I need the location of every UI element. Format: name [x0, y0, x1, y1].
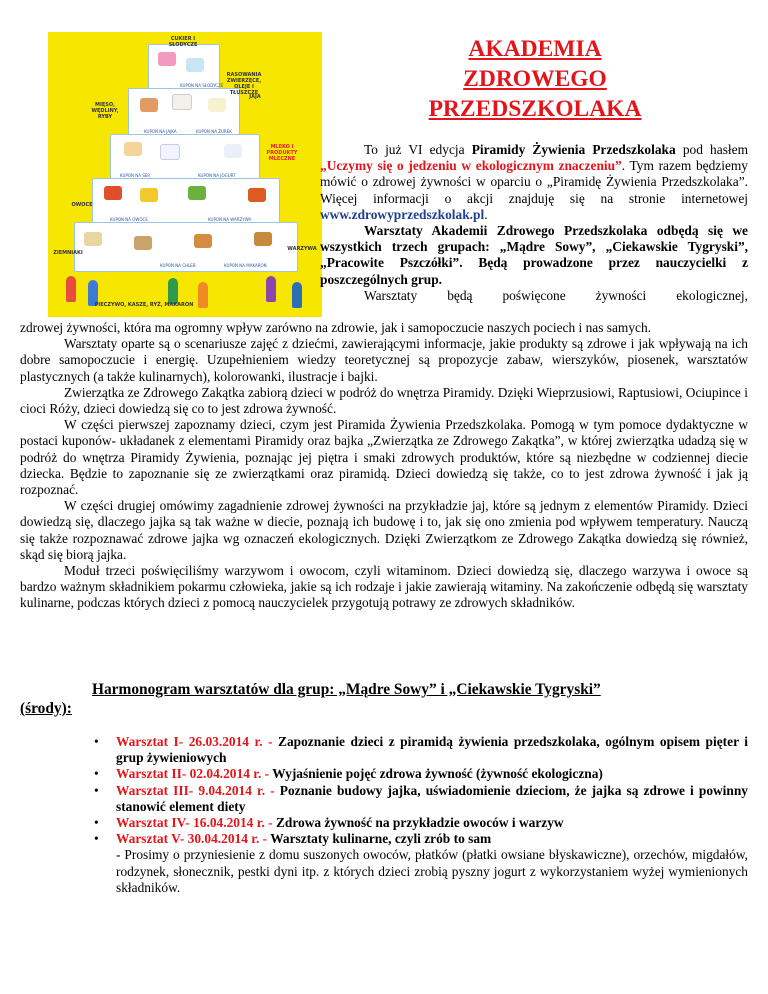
workshop-sep: -: [259, 831, 271, 847]
carrot-icon: [248, 188, 266, 202]
child-icon: [168, 278, 178, 304]
schedule-item: [116, 734, 748, 766]
workshop-sep: -: [264, 815, 276, 831]
workshop-label: Warsztat I- 26.03.2014 r.: [116, 734, 263, 749]
coupon-label: KUPON NA ŻUREK: [196, 129, 232, 134]
grain-icon: [254, 232, 272, 246]
title-line: AKADEMIA: [468, 36, 602, 62]
body-paragraph: W części pierwszej zapoznamy dzieci, czym jest Piramida Żywienia Przedszkolaka. Pomogą w tym pomoce dydaktyczne w postaci kuponów- układanek z elementami Piramidy oraz bajka „Zwierzątka ze Zdrowego Zakątka”, w której zwierzątka udadzą się w podróż do wnętrza Piramidy Żywienia, poznając jej piętra i smaki zdrowych produktów, które są niezbędne w codziennej diecie dziecka. Będzie to zapoznanie się ze zwierzątkami oraz piramidą. Dzieci dowiedzą się także, co to jest zdrowa żywność i jak ją rozpoznać.: [20, 417, 748, 498]
pyramid-label: OWOCE: [71, 202, 93, 208]
schedule-item: [116, 831, 748, 896]
pyramid-label: MIĘSO, WĘDLINY, RYBY: [91, 102, 119, 120]
coupon-label: KUPON NA MAKARON: [224, 263, 267, 268]
pyramid-name: Piramidy Żywienia Przedszkolaka: [471, 142, 676, 157]
intro-text-part: To już VI edycja: [364, 142, 472, 157]
coupon-label: KUPON NA JOGURT: [198, 173, 236, 178]
workshop-desc: Warsztaty kulinarne, czyli zrób to sam: [270, 831, 492, 847]
coupon-label: KUPON NA CHLEB: [160, 263, 196, 268]
pyramid-label: WARZYWA: [287, 246, 317, 252]
workshop-label: Warsztat II- 02.04.2014 r.: [116, 766, 262, 782]
slogan: „Uczymy się o jedzeniu w ekologicznym znaczeniu”: [320, 158, 622, 174]
website-link[interactable]: www.zdrowyprzedszkolak.pl: [320, 206, 485, 222]
egg-icon: [172, 94, 192, 110]
food-pyramid-image: [48, 32, 322, 317]
child-icon: [266, 276, 276, 302]
body-paragraph: Moduł trzeci poświęciliśmy warzywom i owocom, czyli witaminom. Dzieci dowiedzą się, dlaczego warzywa i owoce są bardzo ważnym składnikiem pokarmu człowieka, jakie są ich rodzaje i jakie zawierają witaminy. Na zakończenie odbędą się warsztaty kulinarne, podczas których dzieci z pomocą nauczycielek przygotują potrawy ze zdrowych składników.: [20, 563, 748, 611]
schedule-item: [116, 783, 748, 815]
yogurt-icon: [224, 144, 242, 158]
workshop-note: - Prosimy o przyniesienie z domu suszonych owoców, płatków (płatki owsiane błyskawiczne), orzechów, migdałów, rodzynek, słonecznik, pestki dyni itp. z których dzieci zrobią pyszny jogurt z wykorzystaniem wyżej wymienionych składników.: [116, 847, 748, 895]
pasta-icon: [84, 232, 102, 246]
schedule-item: [116, 766, 748, 782]
workshop-sep: -: [262, 734, 279, 749]
workshop-desc: Wyjaśnienie pojęć zdrowa żywność (żywność ekologiczna): [272, 766, 603, 782]
workshop-sep: -: [265, 782, 280, 798]
banana-icon: [140, 188, 158, 202]
vegetables-icon: [188, 186, 206, 200]
groups-paragraph: Warsztaty Akademii Zdrowego Przedszkolaka odbędą się we wszystkich trzech grupach: „Mądre Sowy”, „Ciekawskie Tygryski”, „Pracowite Pszczółki”. Będą prowadzone przez nauczycielki z poszczególnych grup.: [320, 223, 748, 287]
pyramid-label: CUKIER I SŁODYCZE: [168, 36, 198, 48]
workshop-desc: Zdrowa żywność na przykładzie owoców i warzyw: [275, 815, 564, 831]
coupon-label: KUPON NA WARZYWA: [208, 217, 252, 222]
pyramid-label: RASOWANIA ZWIERZĘCE, OLEJE I TŁUSZCZE: [226, 72, 262, 96]
workshop-label: Warsztat IV- 16.04.2014 r.: [116, 815, 265, 831]
main-text: [20, 320, 748, 612]
schedule-heading-suffix: (środy):: [20, 700, 72, 717]
bread-icon: [194, 234, 212, 248]
pyramid-label: JAJA: [249, 94, 261, 100]
page-title: [400, 34, 670, 124]
workshop-sep: -: [261, 766, 273, 782]
body-paragraph: zdrowej żywności, która ma ogromny wpływ zarówno na zdrowie, jak i samopoczucie naszych pociech i nas samych.: [20, 320, 652, 335]
pyramid-label: ZIEMNIAKI: [53, 250, 83, 256]
body-paragraph: W części drugiej omówimy zagadnienie zdrowej żywności na przykładzie jaj, które są jednym z elementów Piramidy. Dzieci dowiedzą się, dlaczego jajka są tak ważne w diecie, poznają ich budowę i to, jak się ono zmienia pod wpływem temperatury. Nauczą się także rozpoznawać zdrowe jajka wg oznaczeń ekologicznych. Dzięki Zwierzątkom ze Zdrowego Zakątka dowiedzą się również, skąd się biorą jajka.: [20, 498, 748, 562]
sweets-icon: [158, 52, 176, 66]
intro-paragraph: [320, 142, 748, 223]
intro-text-part: . Tym razem będziemy mówić o zdrowej żywności w oparciu o „Piramidę Żywienia Przedszkolaka”. Więcej informacji o akcji znajduję się na stronie internetowej: [320, 158, 749, 206]
coupon-label: KUPON NA OWOCE: [110, 217, 148, 222]
pyramid-label: MLEKO I PRODUKTY MLECZNE: [266, 144, 298, 162]
coupon-label: KUPON NA SŁODYCZE: [180, 83, 224, 88]
workshop-label: Warsztat III- 9.04.2014 r.: [116, 782, 266, 798]
schedule-list: [20, 734, 748, 896]
intro-text-part: pod hasłem: [675, 142, 748, 157]
intro-text: [320, 142, 748, 304]
milk-icon: [160, 144, 180, 160]
sugar-icon: [186, 58, 204, 72]
title-line: PRZEDSZKOLAKA: [428, 96, 642, 122]
body-paragraph: Warsztaty oparte są o scenariusze zajęć z dziećmi, zawierającymi informacje, jakie produkty są zdrowe i jak wpływają na ich dobre samopoczucie i energię. Uzupełnieniem wiedzy teoretycznej są propozycje zabaw, wierszyków, piosenek, warsztatów plastycznych (a także kulinarnych), kolorowanki, ilustracje i bajki.: [20, 336, 748, 384]
coupon-label: KUPON NA JAJKA: [144, 129, 177, 134]
schedule-item: [116, 815, 748, 831]
schedule-heading: [20, 680, 748, 718]
workshop-desc: Poznanie budowy jajka, uświadomienie dzieciom, że jajka są zdrowe i powinny stanowić element diety: [116, 782, 748, 814]
oil-icon: [208, 98, 226, 112]
meat-icon: [140, 98, 158, 112]
workshop-desc: Zapoznanie dzieci z piramidą żywienia przedszkolaka, ogólnym opisem pięter i grup żywieniowych: [116, 734, 748, 766]
pyramid-label: PIECZYWO, KASZE, RYŻ, MAKARON: [94, 302, 194, 308]
potato-icon: [134, 236, 152, 250]
apple-icon: [104, 186, 122, 200]
title-line: ZDROWEGO: [463, 66, 607, 92]
child-icon: [66, 276, 76, 302]
topic-paragraph-start: Warsztaty będą poświęcone żywności ekologicznej,: [364, 287, 748, 303]
child-icon: [292, 282, 302, 308]
workshop-label: Warsztat V- 30.04.2014 r.: [116, 831, 260, 847]
cheese-icon: [124, 142, 142, 156]
coupon-label: KUPON NA SER: [120, 173, 151, 178]
schedule-heading-text: Harmonogram warsztatów dla grup: „Mądre Sowy” i „Ciekawskie Tygryski”: [92, 681, 601, 698]
body-paragraph: Zwierzątka ze Zdrowego Zakątka zabiorą dzieci w podróż do wnętrza Piramidy. Dzięki Wieprzusiowi, Raptusiowi, Ociupince i cioci Róży, dzieci dowiedzą się co to jest zdrowa żywność.: [20, 384, 748, 417]
intro-text-part: .: [484, 206, 488, 222]
